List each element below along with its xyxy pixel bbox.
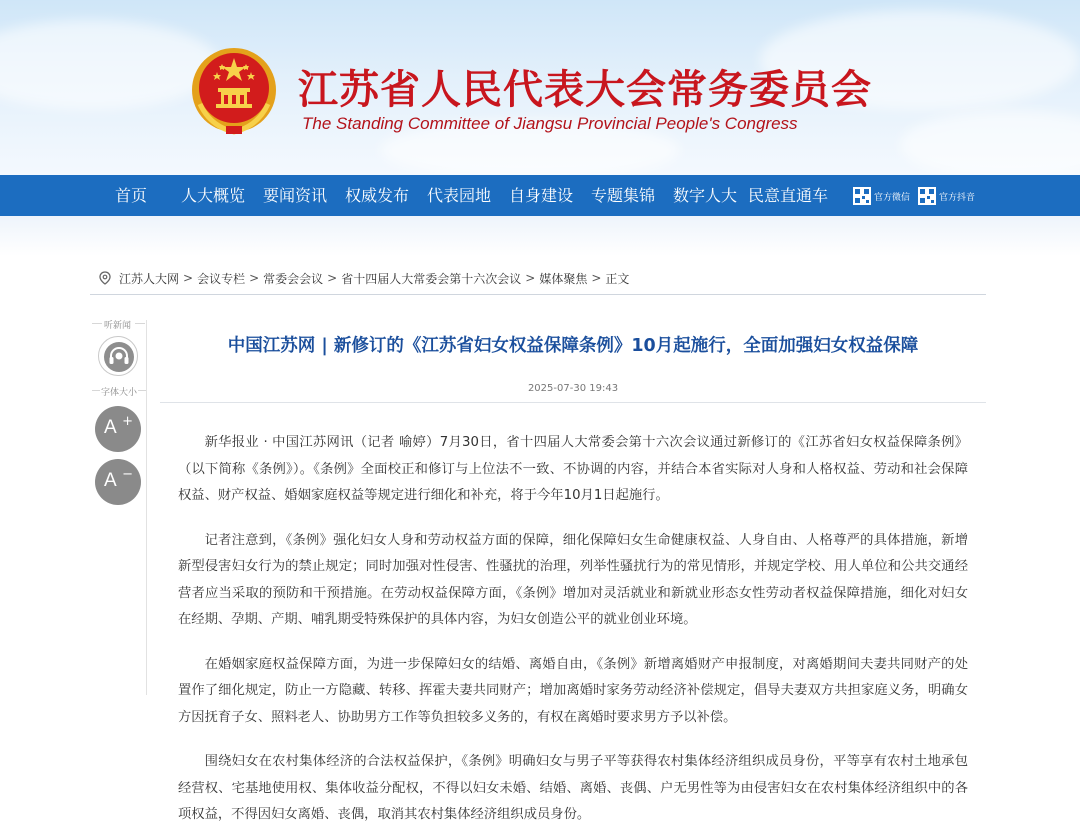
- font-increase-button[interactable]: [95, 406, 141, 452]
- breadcrumb-media[interactable]: 媒体聚焦: [539, 271, 588, 286]
- article-body: [178, 430, 968, 839]
- site-title[interactable]: 江苏省人民代表大会常务委员会: [298, 66, 872, 113]
- font-size-label: 字体大小: [101, 388, 138, 398]
- location-pin-icon: [99, 271, 111, 285]
- plus-icon: +: [122, 414, 133, 429]
- nav-item-news[interactable]: 要闻资讯: [263, 186, 328, 205]
- qr-code-icon: [918, 187, 936, 205]
- nav-item-home[interactable]: 首页: [115, 186, 148, 205]
- breadcrumb-session[interactable]: 省十四届人大常委会第十六次会议: [341, 271, 522, 286]
- nav-item-topics[interactable]: 专题集锦: [591, 186, 656, 205]
- font-decrease-glyph: A: [104, 470, 117, 491]
- side-divider: [92, 323, 102, 324]
- site-header: [0, 0, 1080, 175]
- breadcrumb-separator: >: [183, 271, 194, 285]
- breadcrumb-home[interactable]: 江苏人大网: [119, 271, 180, 286]
- side-divider: [92, 390, 100, 391]
- nav-item-self-building[interactable]: 自身建设: [509, 186, 574, 205]
- breadcrumb-separator: >: [525, 271, 536, 285]
- side-divider: [135, 323, 145, 324]
- qr-code-icon: [853, 187, 871, 205]
- douyin-label: 官方抖音: [939, 192, 976, 203]
- breadcrumb-meetings[interactable]: 会议专栏: [197, 271, 246, 286]
- article-title: 中国江苏网 | 新修订的《江苏省妇女权益保障条例》10月起施行，全面加强妇女权益保障: [227, 336, 919, 356]
- article-date: 2025-07-30 19:43: [527, 383, 619, 394]
- breadcrumb-current: 正文: [605, 271, 630, 286]
- wechat-label: 官方微信: [874, 192, 911, 203]
- breadcrumb-separator: >: [327, 271, 338, 285]
- site-subtitle: The Standing Committee of Jiangsu Provincial People's Congress: [302, 114, 798, 133]
- breadcrumb-separator: >: [249, 271, 260, 285]
- nav-item-overview[interactable]: 人大概览: [181, 186, 246, 205]
- headphones-icon: [99, 337, 139, 377]
- breadcrumb-separator: >: [591, 271, 602, 285]
- douyin-link[interactable]: [918, 186, 975, 206]
- nav-item-releases[interactable]: 权威发布: [345, 186, 410, 205]
- font-increase-glyph: A: [104, 417, 117, 438]
- article-paragraph: 新华报业 · 中国江苏网讯（记者 喻婷）7月30日，省十四届人大常委会第十六次会议通过新修订的《江苏省妇女权益保障条例》（以下简称《条例》）。《条例》全面校正和修订与上位法不一致、不协调的内容，并结合本省实际对人身和人格权益、劳动和社会保障权益、财产权益、婚姻家庭权益等规定进行细化和补充，将于今年10月1日起施行。: [178, 435, 968, 503]
- listen-label: 听新闻: [104, 321, 132, 331]
- minus-icon: −: [122, 467, 133, 482]
- breadcrumb-divider: [90, 294, 986, 295]
- wechat-link[interactable]: [853, 186, 910, 206]
- side-divider: [138, 390, 146, 391]
- article-paragraph: 围绕妇女在农村集体经济的合法权益保护，《条例》明确妇女与男子平等获得农村集体经济组织成员身份，平等享有农村土地承包经营权、宅基地使用权、集体收益分配权，不得以妇女未婚、结婚、离婚、丧偶、户无男性等为由侵害妇女在农村集体经济组织中的各项权益，不得因妇女离婚、丧偶，取消其农村集体经济组织成员身份。: [178, 754, 968, 822]
- article-divider: [160, 402, 986, 403]
- header-band: [0, 216, 1080, 256]
- main-nav: [0, 175, 1080, 216]
- nav-item-deputies[interactable]: 代表园地: [427, 186, 492, 205]
- article-paragraph: 记者注意到，《条例》强化妇女人身和劳动权益方面的保障，细化保障妇女生命健康权益、人身自由、人格尊严的具体措施，新增新型侵害妇女行为的禁止规定；同时加强对性侵害、性骚扰的治理，列举性骚扰行为的常见情形，并规定学校、用人单位和公共交通经营者应当采取的预防和干预措施。在劳动权益保障方面，《条例》增加对灵活就业和新就业形态女性劳动者权益保障措施，细化对妇女在经期、孕期、产期、哺乳期受特殊保护的具体内容，为妇女创造公平的就业创业环境。: [178, 532, 968, 627]
- breadcrumb: [99, 270, 629, 286]
- nav-item-public-opinion[interactable]: 民意直通车: [748, 186, 829, 205]
- listen-news-button[interactable]: [98, 336, 138, 376]
- article-paragraph: 在婚姻家庭权益保障方面，为进一步保障妇女的结婚、离婚自由，《条例》新增离婚财产申报制度，对离婚期间夫妻共同财产的处置作了细化规定，防止一方隐藏、转移、挥霍夫妻共同财产；增加离婚时家务劳动经济补偿规定，倡导夫妻双方共担家庭义务，明确女方因抚育子女、照料老人、协助男方工作等负担较多义务的，有权在离婚时要求男方予以补偿。: [178, 656, 968, 725]
- font-decrease-button[interactable]: [95, 459, 141, 505]
- nav-item-digital[interactable]: 数字人大: [673, 186, 738, 205]
- side-vertical-divider: [146, 320, 147, 695]
- breadcrumb-standing-meetings[interactable]: 常委会会议: [263, 271, 324, 286]
- national-emblem-icon: [190, 44, 278, 136]
